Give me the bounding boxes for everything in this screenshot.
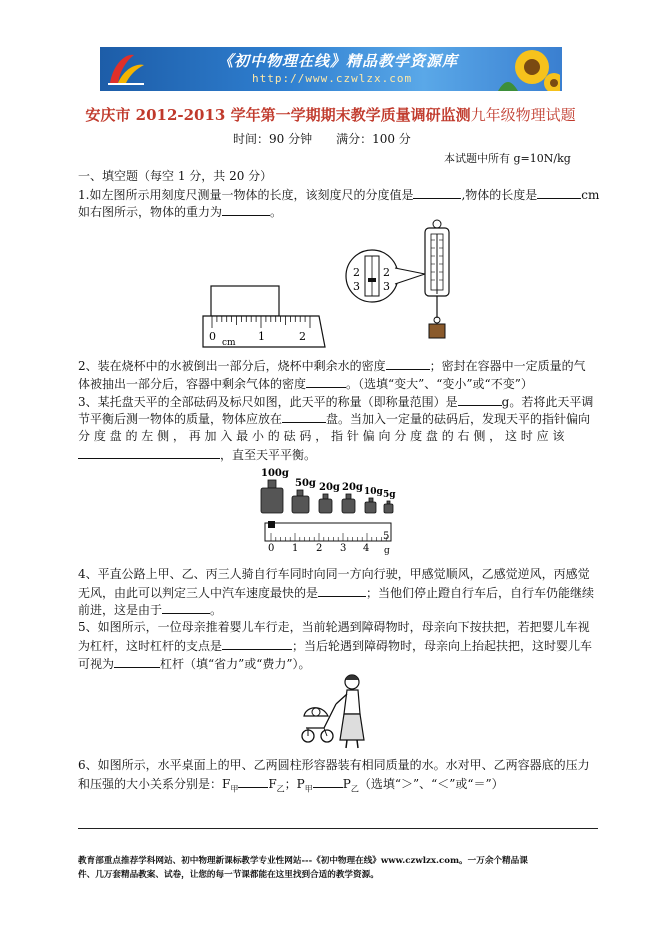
svg-text:1: 1 xyxy=(292,543,299,554)
question-5-line-1: 5、如图所示，一位母亲推着婴儿车行走，当前轮遇到障碍物时，母亲向下按扶把，若把婴儿车视 xyxy=(78,620,590,634)
question-3-line-4: ，直至天平平衡。 xyxy=(78,446,316,463)
magnified-label-2b: 2 xyxy=(383,266,390,279)
question-4-line-2: 无风，由此可以判定三人中汽车速度最快的是 ；当他们停止蹬自行车后，自行车仍能继续 xyxy=(78,586,595,600)
header-banner xyxy=(100,47,562,91)
mother-stroller-figure xyxy=(300,672,376,750)
weight-label-20g-b: 20g xyxy=(342,482,363,493)
ruler-label-0: 0 xyxy=(209,330,216,343)
weight-20g-a xyxy=(319,499,332,513)
weight-label-20g-a: 20g xyxy=(319,482,340,493)
weight-label-100g: 100g xyxy=(261,468,289,479)
banner-title: 《初中物理在线》精品教学资源库 xyxy=(218,52,459,70)
question-6-line-2: 和压强的大小关系分别是：$F_甲$ $F_乙$；$P_甲$ $P_乙$（选填“＞”、“＜”或“＝”） xyxy=(78,777,504,794)
question-3-line-2: 节平衡后测一物体的质量，物体应放在 盘。当加入一定量的砝码后，发现天平的指针偏向 xyxy=(78,412,591,426)
svg-text:g: g xyxy=(384,546,390,555)
footer-line-2: 件、几万套精品教案、试卷，让您的每一节课都能在这里找到合适的教学资源。 xyxy=(78,870,379,880)
question-4-line-1: 4、平直公路上甲、乙、丙三人骑自行车同时向同一方向行驶，甲感觉顺风，乙感觉逆风，丙感觉 xyxy=(78,567,590,581)
question-3-line-1: 3、某托盘天平的全部砝码及标尺如图，此天平的称量（即称量范围）是 g。若将此天平调 xyxy=(78,395,594,409)
question-5-line-2: 为杠杆，这时杠杆的支点是 ；当后轮遇到障碍物时，母亲向上抬起扶把，这时婴儿车 xyxy=(78,639,593,653)
weight-5g xyxy=(384,504,393,513)
question-1-line-2: 如右图所示，物体的重力为 。 xyxy=(78,205,283,219)
weight-100g xyxy=(261,488,283,513)
svg-text:4: 4 xyxy=(363,543,370,554)
gravity-note: 本试题中所有 g=10N/kg xyxy=(444,152,571,165)
mother-body xyxy=(344,690,360,714)
question-6-line-1: 6、如图所示，水平桌面上的甲、乙两圆柱形容器装有相同质量的水。水对甲、乙两容器底的压力 xyxy=(78,758,590,772)
question-1-line-1: 1.如左图所示用刻度尺测量一物体的长度，该刻度尺的分度值是 ,物体的长度是 cm xyxy=(78,188,600,202)
svg-text:2: 2 xyxy=(316,543,323,554)
magnified-label-2: 2 xyxy=(353,266,360,279)
question-4-line-3: 前进，这是由于 。 xyxy=(78,603,223,617)
weight-10g xyxy=(365,502,376,513)
ruler-figure xyxy=(195,283,330,348)
section-heading: 一、填空题（每空 1 分，共 20 分） xyxy=(78,169,273,183)
banner-url: http://www.czwlzx.com xyxy=(252,72,413,85)
weight-label-10g: 10g xyxy=(364,487,383,497)
measured-block xyxy=(211,286,279,316)
ruler-label-2: 2 xyxy=(299,330,306,343)
question-2-line-2: 体被抽出一部分后，容器中剩余气体的密度 。（选填“变大”、“变小”或“不变”） xyxy=(78,377,533,391)
sunflower-icon xyxy=(488,47,560,91)
ruler-unit: cm xyxy=(222,338,236,348)
question-5-line-3: 可视为 杠杆（填“省力”或“费力”）。 xyxy=(78,657,311,671)
magnified-label-3b: 3 xyxy=(383,280,390,293)
weights-scale-figure xyxy=(255,465,405,555)
exam-time-line: 时间：90 分钟 满分：100 分 xyxy=(233,132,411,146)
svg-text:3: 3 xyxy=(340,543,347,554)
site-logo-icon xyxy=(104,51,148,87)
beam-scale xyxy=(265,523,391,541)
spring-scale-figure xyxy=(345,218,465,348)
question-2-line-1: 2、装在烧杯中的水被倒出一部分后，烧杯中剩余水的密度 ；密封在容器中一定质量的气 xyxy=(78,359,586,373)
footer-divider xyxy=(78,828,598,829)
svg-text:0: 0 xyxy=(268,543,275,554)
question-3-line-3: 分 度 盘 的 左 侧 ， 再 加 入 最 小 的 砝 码 ， 指 针 偏 向 分 度 盘 的 右 侧 ， 这 时 应 该 xyxy=(78,429,565,443)
exam-title: 安庆市 2012-2013 学年第一学期期末教学质量调研监测九年级物理试题 xyxy=(85,106,576,124)
weight-label-50g: 50g xyxy=(295,478,316,489)
footer-line-1: 教育部重点推荐学科网站、初中物理新课标教学专业性网站---《初中物理在线》www.czwlzx.com。一万余个精品课 xyxy=(78,856,528,866)
weight-20g-b xyxy=(342,499,355,513)
magnified-label-3: 3 xyxy=(353,280,360,293)
svg-text:5: 5 xyxy=(383,531,390,542)
ruler-label-1: 1 xyxy=(258,330,265,343)
weight-label-5g: 5g xyxy=(383,490,396,500)
weight-50g xyxy=(292,496,309,513)
hanging-weight xyxy=(429,324,445,338)
rider-marker xyxy=(268,521,275,528)
